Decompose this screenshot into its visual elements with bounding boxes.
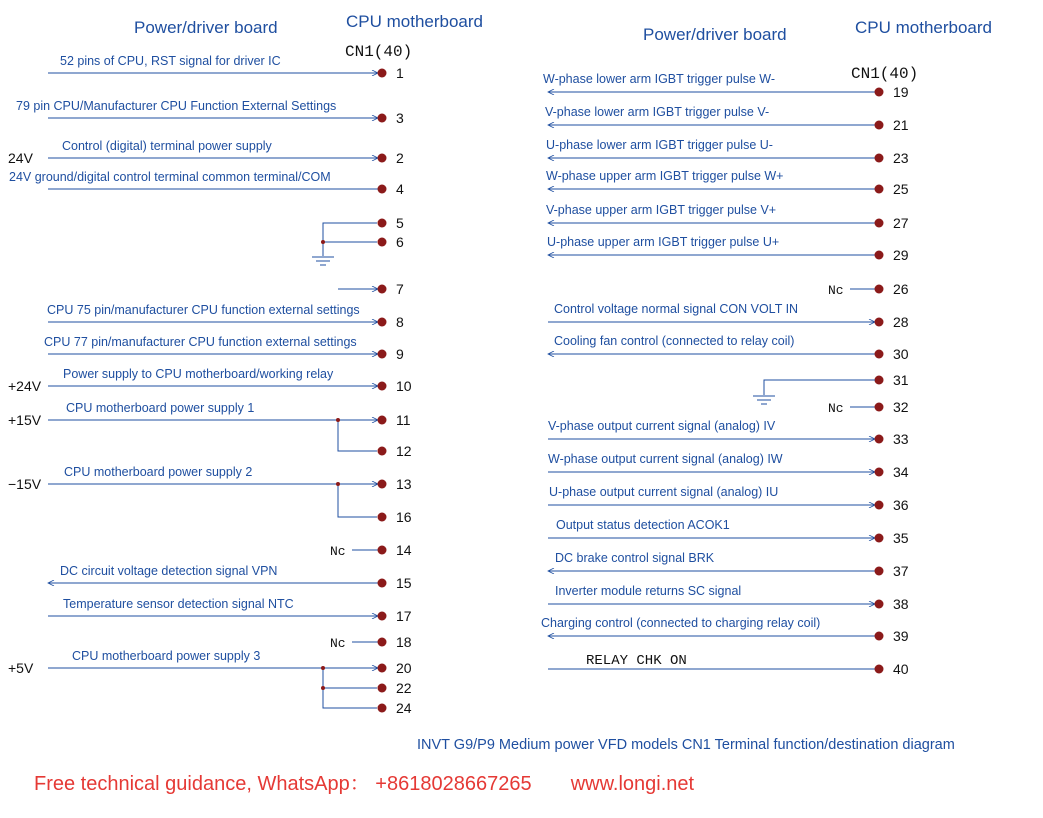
- left-pin-16-number: 16: [396, 509, 412, 525]
- right-pin-23-row: [546, 138, 909, 166]
- right-pin-35-number: 35: [893, 530, 909, 546]
- left-pin-3-number: 3: [396, 110, 404, 126]
- right-pin-36-dot: [875, 501, 884, 510]
- right-pin-29-dot: [875, 251, 884, 260]
- left-pin-2-voltage: 24V: [8, 150, 33, 166]
- left-power-board-header: Power/driver board: [134, 18, 278, 37]
- left-pin-18-row: [330, 634, 412, 651]
- left-pin-5-dot: [378, 219, 387, 228]
- right-pin-32-nc: Nc: [828, 401, 844, 416]
- left-pin-15-dot: [378, 579, 387, 588]
- right-pin-38-row: [548, 584, 909, 612]
- right-pin-38-dot: [875, 600, 884, 609]
- left-pin-22-dot: [378, 684, 387, 693]
- left-pin-3-label: 79 pin CPU/Manufacturer CPU Function External Settings: [16, 99, 337, 113]
- left-pin-10-voltage: +24V: [8, 378, 42, 394]
- right-pin-31-dot: [875, 376, 884, 385]
- left-pin-11-row: [8, 401, 411, 428]
- right-pin-36-number: 36: [893, 497, 909, 513]
- left-pin-10-dot: [378, 382, 387, 391]
- right-pin-27-dot: [875, 219, 884, 228]
- left-pin-1-dot: [378, 69, 387, 78]
- right-pin-28-number: 28: [893, 314, 909, 330]
- left-pin-12-dot: [378, 447, 387, 456]
- right-pin-25-dot: [875, 185, 884, 194]
- left-pin-10-number: 10: [396, 378, 412, 394]
- left-pin-11-voltage: +15V: [8, 412, 42, 428]
- right-pin-27-label: V-phase upper arm IGBT trigger pulse V+: [546, 203, 777, 217]
- left-pin-2-number: 2: [396, 150, 404, 166]
- left-pin-8-number: 8: [396, 314, 404, 330]
- left-pin-8-dot: [378, 318, 387, 327]
- left-pin-1-number: 1: [396, 65, 404, 81]
- right-cpu-board-header: CPU motherboard: [855, 18, 993, 37]
- right-pin-34-number: 34: [893, 464, 909, 480]
- right-pin-35-dot: [875, 534, 884, 543]
- right-pin-34-label: W-phase output current signal (analog) IW: [548, 452, 783, 466]
- left-pin-10-row: [8, 367, 412, 394]
- right-pin-39-dot: [875, 632, 884, 641]
- right-pin-36-row: [548, 485, 909, 513]
- left-pin-10-label: Power supply to CPU motherboard/working relay: [63, 367, 334, 381]
- right-pin-25-label: W-phase upper arm IGBT trigger pulse W+: [546, 169, 784, 183]
- right-pin-37-label: DC brake control signal BRK: [555, 551, 715, 565]
- right-pin-35-row: [548, 518, 909, 546]
- left-pin-18-nc: Nc: [330, 636, 346, 651]
- right-pin-26-row: [828, 281, 909, 298]
- left-pin-24-dot: [378, 704, 387, 713]
- left-ground-symbol: [312, 257, 334, 265]
- right-pin-21-number: 21: [893, 117, 909, 133]
- right-pin-35-label: Output status detection ACOK1: [556, 518, 730, 532]
- left-pin-14-dot: [378, 546, 387, 555]
- left-pin-16-row: [378, 509, 412, 525]
- left-pin-8-label: CPU 75 pin/manufacturer CPU function external settings: [47, 303, 360, 317]
- right-pin-38-number: 38: [893, 596, 909, 612]
- footer-guidance: Free technical guidance, WhatsApp： +8618028667265: [34, 773, 532, 795]
- footer-website[interactable]: www.longi.net: [570, 773, 695, 795]
- left-pin-2-row: [8, 139, 404, 166]
- right-pin-40-row: [548, 653, 909, 677]
- left-pin-14-nc: Nc: [330, 544, 346, 559]
- left-pin-20-voltage: +5V: [8, 660, 34, 676]
- right-pin-30-row: [548, 334, 909, 362]
- right-pin-26-number: 26: [893, 281, 909, 297]
- right-pin-29-label: U-phase upper arm IGBT trigger pulse U+: [547, 235, 780, 249]
- right-pin-37-dot: [875, 567, 884, 576]
- right-pin-19-dot: [875, 88, 884, 97]
- right-pin-29-number: 29: [893, 247, 909, 263]
- left-pin-13-number: 13: [396, 476, 412, 492]
- right-pin-40-number: 40: [893, 661, 909, 677]
- left-pin-17-number: 17: [396, 608, 412, 624]
- right-pin-21-label: V-phase lower arm IGBT trigger pulse V-: [545, 105, 770, 119]
- right-pin-26-nc: Nc: [828, 283, 844, 298]
- left-pin-4-row: [9, 170, 404, 197]
- left-pin-11-dot: [378, 416, 387, 425]
- left-pin-18-dot: [378, 638, 387, 647]
- right-pin-29-row: [547, 235, 909, 263]
- right-terminal-rows: [541, 72, 909, 677]
- right-pin-25-number: 25: [893, 181, 909, 197]
- left-pin-22-number: 22: [396, 680, 412, 696]
- left-pin-20-row: [8, 649, 412, 676]
- bridge-13-16: [338, 484, 377, 517]
- left-pin-6-number: 6: [396, 234, 404, 250]
- left-pin-7-dot: [378, 285, 387, 294]
- right-pin-36-label: U-phase output current signal (analog) IU: [549, 485, 779, 499]
- left-pin-4-number: 4: [396, 181, 404, 197]
- left-pin-16-dot: [378, 513, 387, 522]
- left-pin-13-dot: [378, 480, 387, 489]
- right-pin-33-dot: [875, 435, 884, 444]
- left-pin-9-dot: [378, 350, 387, 359]
- right-pin-21-dot: [875, 121, 884, 130]
- footer-contact: [34, 767, 694, 796]
- left-cpu-board-header: CPU motherboard: [346, 12, 484, 31]
- right-pin-39-number: 39: [893, 628, 909, 644]
- right-pin-32-row: [828, 399, 909, 416]
- left-pin-13-label: CPU motherboard power supply 2: [64, 465, 253, 479]
- right-pin-19-number: 19: [893, 84, 909, 100]
- right-pin-23-dot: [875, 154, 884, 163]
- left-pin-22-row: [378, 680, 412, 696]
- left-pin-20-number: 20: [396, 660, 412, 676]
- right-connector-label: CN1(40): [851, 65, 919, 83]
- right-pin-33-row: [548, 419, 909, 447]
- left-pin-9-row: [44, 335, 404, 362]
- bridge-11-12: [338, 420, 377, 451]
- left-pin-6-row: [378, 234, 405, 250]
- right-ground-symbol: [753, 396, 775, 404]
- right-pin-31-number: 31: [893, 372, 909, 388]
- diagram-caption: INVT G9/P9 Medium power VFD models CN1 Terminal function/destination diagram: [417, 737, 955, 753]
- left-pin-4-dot: [378, 185, 387, 194]
- left-pin-12-row: [378, 443, 412, 459]
- right-pin-28-row: [548, 302, 909, 330]
- left-pin-15-label: DC circuit voltage detection signal VPN: [60, 564, 278, 578]
- left-terminal-rows: [8, 54, 412, 716]
- left-pin-7-row: [338, 281, 404, 297]
- right-pin-23-number: 23: [893, 150, 909, 166]
- right-pin-30-dot: [875, 350, 884, 359]
- left-pin-15-number: 15: [396, 575, 412, 591]
- left-pin-17-row: [48, 597, 412, 624]
- left-pin-2-dot: [378, 154, 387, 163]
- left-pin-12-number: 12: [396, 443, 412, 459]
- left-pin-17-dot: [378, 612, 387, 621]
- right-power-board-header: Power/driver board: [643, 25, 787, 44]
- left-pin-17-label: Temperature sensor detection signal NTC: [63, 597, 294, 611]
- right-pin-21-row: [545, 105, 909, 133]
- right-pin-34-dot: [875, 468, 884, 477]
- left-connector-label: CN1(40): [345, 43, 413, 61]
- bridge-22-junction: [321, 686, 325, 690]
- left-pin-20-label: CPU motherboard power supply 3: [72, 649, 261, 663]
- left-pin-11-label: CPU motherboard power supply 1: [66, 401, 255, 415]
- bridge-11-12-junction: [336, 418, 340, 422]
- left-pin-9-label: CPU 77 pin/manufacturer CPU function external settings: [44, 335, 357, 349]
- left-pin-14-number: 14: [396, 542, 412, 558]
- left-pin-15-row: [48, 564, 412, 591]
- left-pin-6-dot: [378, 238, 387, 247]
- right-pin-33-label: V-phase output current signal (analog) IV: [548, 419, 776, 433]
- right-pin-38-label: Inverter module returns SC signal: [555, 584, 742, 598]
- right-pin-28-dot: [875, 318, 884, 327]
- right-pin-33-number: 33: [893, 431, 909, 447]
- right-pin-34-row: [548, 452, 909, 480]
- right-pin-32-dot: [875, 403, 884, 412]
- right-pin-25-row: [546, 169, 909, 197]
- right-pin-37-number: 37: [893, 563, 909, 579]
- right-pin-30-label: Cooling fan control (connected to relay coil): [554, 334, 795, 348]
- left-pin-11-number: 11: [396, 412, 411, 428]
- left-pin6-junction: [321, 240, 325, 244]
- right-pin-39-row: [541, 616, 909, 644]
- left-pin-1-label: 52 pins of CPU, RST signal for driver IC: [60, 54, 281, 68]
- right-pin-40-dot: [875, 665, 884, 674]
- right-pin31-ground-wire: [764, 380, 875, 395]
- right-pin-28-label: Control voltage normal signal CON VOLT IN: [554, 302, 799, 316]
- left-pin-8-row: [47, 303, 404, 330]
- bridge-20-junction: [321, 666, 325, 670]
- left-pin-24-row: [378, 700, 412, 716]
- right-pin-27-number: 27: [893, 215, 909, 231]
- left-pin-5-row: [378, 215, 405, 231]
- left-pin-13-row: [8, 465, 412, 492]
- left-pin-7-number: 7: [396, 281, 404, 297]
- right-pin-31-row: [875, 372, 909, 388]
- right-pin-32-number: 32: [893, 399, 909, 415]
- left-pin-24-number: 24: [396, 700, 412, 716]
- right-pin-37-row: [548, 551, 909, 579]
- right-pin-23-label: U-phase lower arm IGBT trigger pulse U-: [546, 138, 773, 152]
- right-pin-26-dot: [875, 285, 884, 294]
- left-pin-5-number: 5: [396, 215, 404, 231]
- left-pin-3-row: [16, 99, 404, 126]
- right-pin-30-number: 30: [893, 346, 909, 362]
- right-pin-40-label: RELAY CHK ON: [586, 653, 687, 669]
- left-pin5-ground-wire: [323, 223, 377, 256]
- right-pin-19-label: W-phase lower arm IGBT trigger pulse W-: [543, 72, 776, 86]
- bridge-13-16-junction: [336, 482, 340, 486]
- left-pin-3-dot: [378, 114, 387, 123]
- right-pin-27-row: [546, 203, 909, 231]
- left-pin-20-dot: [378, 664, 387, 673]
- left-pin-4-label: 24V ground/digital control terminal common terminal/COM: [9, 170, 331, 184]
- left-pin-14-row: [330, 542, 412, 559]
- left-pin-9-number: 9: [396, 346, 404, 362]
- right-pin-39-label: Charging control (connected to charging relay coil): [541, 616, 821, 630]
- left-pin-13-voltage: −15V: [8, 476, 42, 492]
- left-pin-2-label: Control (digital) terminal power supply: [62, 139, 272, 153]
- left-pin-18-number: 18: [396, 634, 412, 650]
